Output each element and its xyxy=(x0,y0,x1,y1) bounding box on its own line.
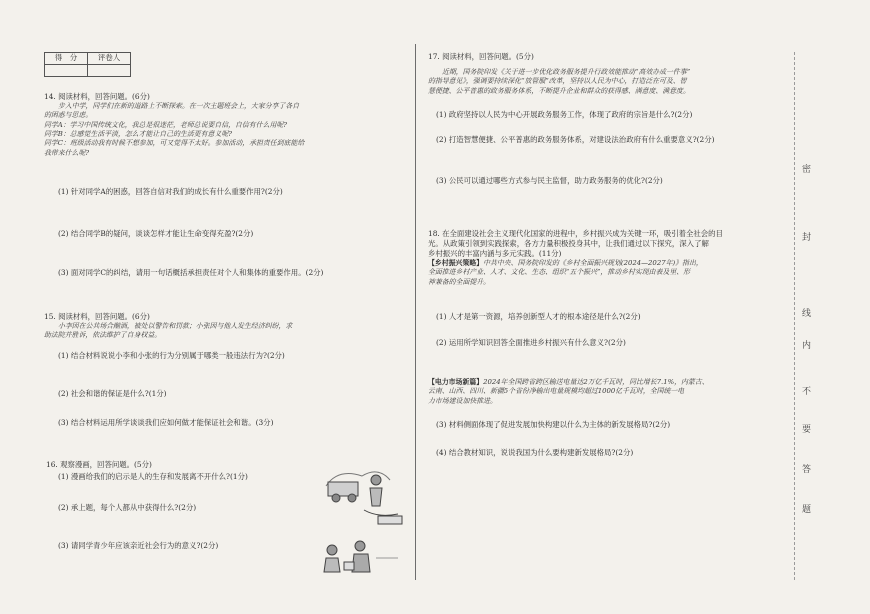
q14-sub-1: (1) 针对同学A的困惑，回答自信对我们的成长有什么重要作用?(2分) xyxy=(58,187,283,196)
q14-head: 14. 阅读材料，回答问题。(6分) xyxy=(44,92,150,101)
q17-line-1: 近期，国务院印发《关于进一步优化政务服务提升行政效能推动“高效办成一件事” xyxy=(442,67,691,76)
q18-tag-1: 【乡村振兴策略】 xyxy=(428,258,484,267)
q14-sub-3: (3) 面对同学C的纠结，请用一句话概括承担责任对个人和集体的重要作用。(2分) xyxy=(58,268,324,277)
q17-head: 17. 阅读材料，回答问题。(5分) xyxy=(428,52,534,61)
seal-char-1: 密 xyxy=(802,165,812,175)
q18-tag1-line-1: 中共中央、国务院印发的《乡村全面振兴规划(2024—2027年)》指出， xyxy=(483,258,703,267)
question-18 xyxy=(428,229,792,287)
q14-line-4: 同学B：总感觉生活平淡，怎么才能让自己的生活更有意义呢? xyxy=(44,129,232,138)
q14-sub-2: (2) 结合同学B的疑问，谈谈怎样才能让生命变得充盈?(2分) xyxy=(58,229,254,238)
q14-line-3: 同学A：学习中国传统文化，我总是很迷茫，老师总说要自信，自信有什么用呢? xyxy=(44,120,287,129)
q18-tag1-line-3: 神兼备的全面提升。 xyxy=(428,277,491,286)
q18-sub-4: (4) 结合教材知识，说说我国为什么要构建新发展格局?(2分) xyxy=(436,448,634,457)
cartoon-image xyxy=(318,458,410,578)
seal-char-3: 线 xyxy=(802,309,812,319)
q17-line-3: 慧便捷、公平普惠的政务服务体系，不断提升企业和群众的获得感、满意度、满意度。 xyxy=(428,86,690,95)
score-label: 得 分 xyxy=(45,53,88,65)
column-divider xyxy=(415,44,416,580)
q14-line-2: 的困惑与思虑。 xyxy=(44,111,93,120)
question-14 xyxy=(44,92,416,158)
question-15 xyxy=(44,312,416,341)
q15-line-1: 小李因在公共场合酗酒，被处以警告和罚款；小张因与他人发生经济纠纷，求 xyxy=(58,321,293,330)
q18-sub-2: (2) 运用所学知识回答全面推进乡村振兴有什么意义?(2分) xyxy=(436,338,626,347)
q14-line-6: 我带来什么呢? xyxy=(44,148,90,157)
grader-label: 评卷人 xyxy=(88,53,131,65)
q18-tag2-line-1: 2024年全国跨省跨区输送电量达2万亿千瓦时，同比增长7.1%，内蒙古、 xyxy=(483,378,709,386)
q18-tag1-line-2: 全面推进乡村产业、人才、文化、生态、组织“五个振兴”，推动乡村实现由表及里、形 xyxy=(428,268,690,277)
q18-tag-2: 【电力市场新篇】 xyxy=(428,378,484,386)
q14-line-1: 步入中学，同学们在新的道路上不断探索。在一次主题班会上，大家分享了各自 xyxy=(58,101,300,110)
q18-block-2 xyxy=(428,378,792,406)
grader-cell[interactable] xyxy=(88,65,131,77)
q18-sub-3: (3) 材料侧面体现了促进发展加快构建以什么为主体的新发展格局?(2分) xyxy=(436,420,671,429)
q15-line-2: 助法院并胜诉，依法维护了自身权益。 xyxy=(44,331,162,340)
q18-sub-1: (1) 人才是第一资源，培养创新型人才的根本途径是什么?(2分) xyxy=(436,312,641,321)
score-cell[interactable] xyxy=(45,65,88,77)
q17-sub-2: (2) 打造智慧便捷、公平普惠的政务服务体系，对建设法治政府有什么重要意义?(2分) xyxy=(436,135,715,144)
q16-head: 16. 观察漫画，回答问题。(5分) xyxy=(46,460,152,469)
question-17 xyxy=(428,52,792,96)
score-box xyxy=(44,52,131,77)
q17-line-2: 的指导意见》，强调要持续深化“放管服”改革，坚持以人民为中心，打造泛在可及、智 xyxy=(428,77,687,86)
seal-char-6: 要 xyxy=(802,425,812,435)
q18-tag2-line-3: 力市场建设加快推进。 xyxy=(428,396,497,405)
q15-sub-1: (1) 结合材料说说小李和小张的行为分别属于哪类一般违法行为?(2分) xyxy=(58,351,285,360)
seal-dashed-line xyxy=(794,52,796,580)
q15-head: 15. 阅读材料，回答问题。(6分) xyxy=(44,312,150,321)
q17-sub-1: (1) 政府坚持以人民为中心开展政务服务工作，体现了政府的宗旨是什么?(2分) xyxy=(436,110,693,119)
q16-sub-3: (3) 请同学青少年应该亲近社会行为的意义?(2分) xyxy=(58,541,219,550)
q15-sub-3: (3) 结合材料运用所学谈谈我们应如何做才能保证社会和谐。(3分) xyxy=(58,418,274,427)
q18-head-2: 光。从政策引领到实践探索，各方力量积极投身其中，让我们通过以下探究，深入了解 xyxy=(428,238,709,248)
q18-head-3: 乡村振兴的丰富内涵与多元实践。(11分) xyxy=(428,248,562,258)
seal-char-4: 内 xyxy=(802,341,812,351)
q14-line-5: 同学C：班级活动我有时候不想参加，可又觉得不太好。参加活动，承担责任到底能给 xyxy=(44,139,305,148)
seal-char-7: 答 xyxy=(802,465,812,475)
seal-column xyxy=(798,52,828,580)
q16-sub-2: (2) 承上题，每个人都从中获得什么?(2分) xyxy=(58,503,197,512)
q17-sub-3: (3) 公民可以通过哪些方式参与民主监督，助力政务服务的优化?(2分) xyxy=(436,176,663,185)
q18-head-1: 18. 在全面建设社会主义现代化国家的进程中，乡村振兴成为关键一环，吸引着全社会的目 xyxy=(428,229,723,238)
seal-char-5: 不 xyxy=(802,387,812,397)
seal-char-2: 封 xyxy=(802,233,812,243)
seal-char-8: 题 xyxy=(802,505,812,515)
q18-tag2-line-2: 云南、山西、四川、新疆5个省份净输出电量规模均超过1000亿千瓦时，全国统一电 xyxy=(428,387,685,396)
q15-sub-2: (2) 社会和谐的保证是什么?(1分) xyxy=(58,389,167,398)
q16-sub-1: (1) 漫画给我们的启示是人的生存和发展离不开什么?(1分) xyxy=(58,472,248,481)
